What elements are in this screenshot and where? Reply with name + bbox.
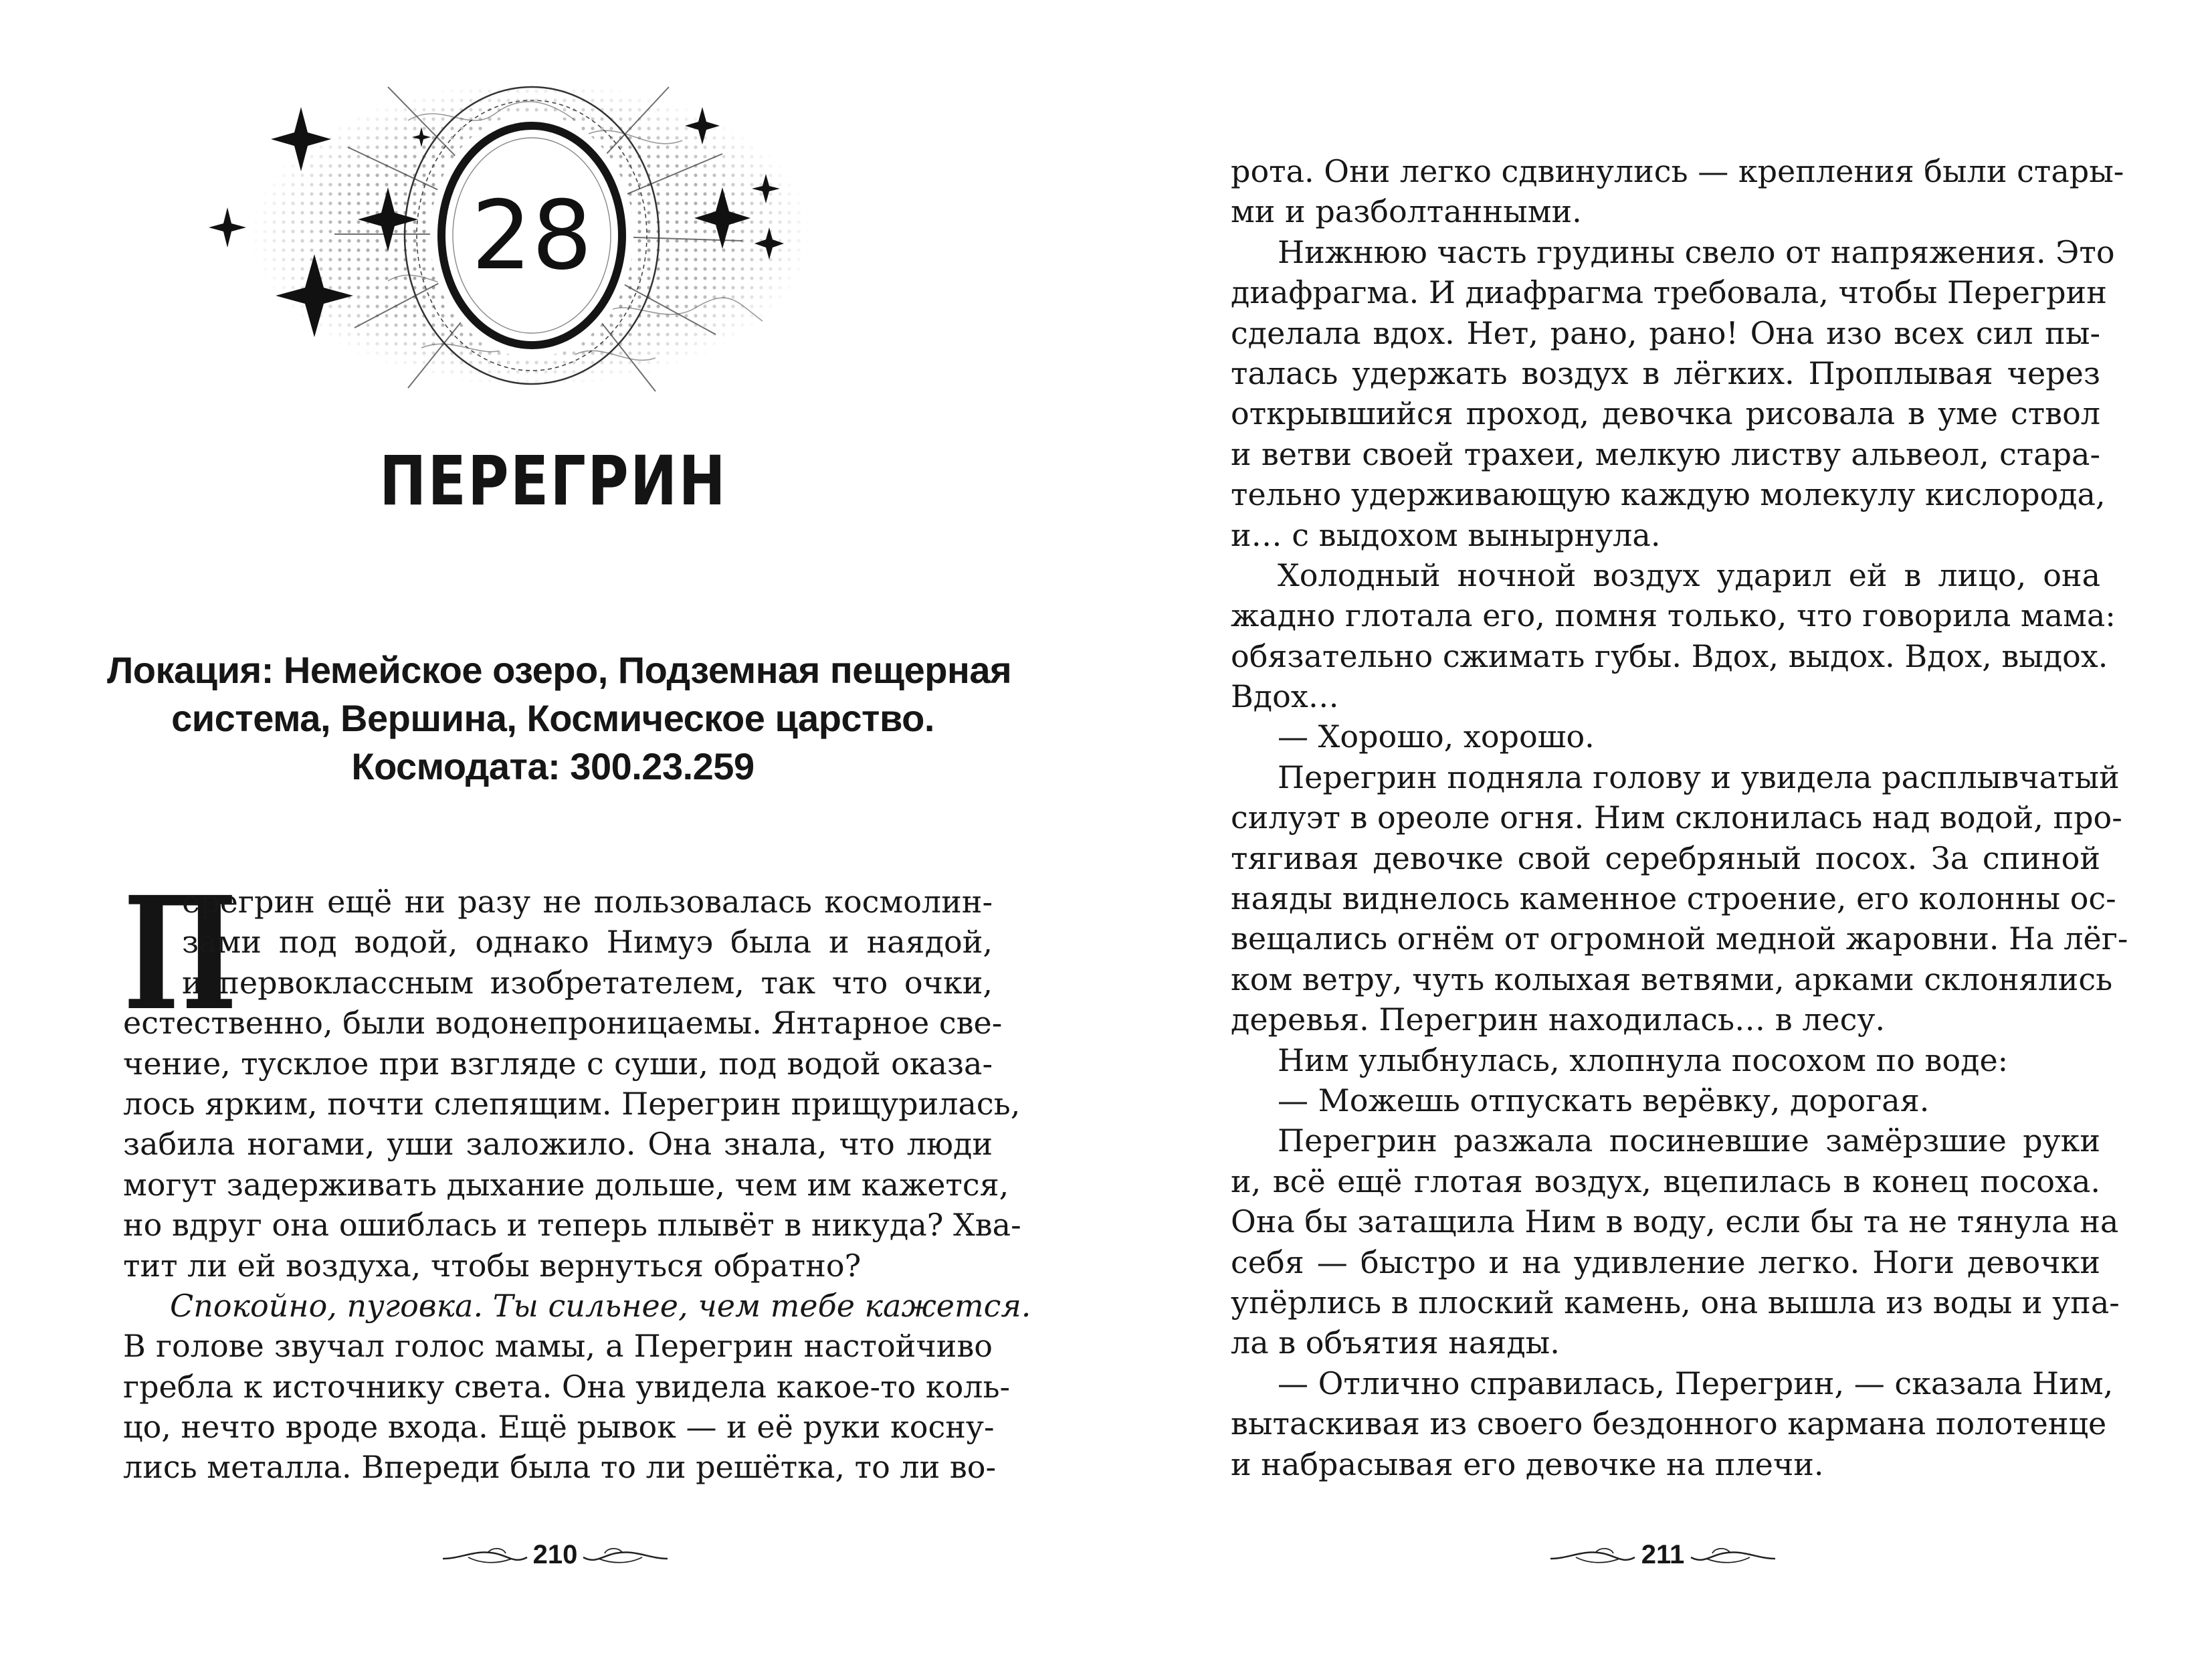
text-line: Нижнюю часть грудины свело от напряжения. Это	[1278, 233, 2115, 270]
text-line: гребла к источнику света. Она увидела какое-то коль-	[123, 1368, 1011, 1405]
text-line: Перегрин разжала посиневшие замёрзшие руки	[1278, 1123, 2100, 1159]
dialogue-line: — Отлично справилась, Перегрин, — сказала Ним,	[1278, 1365, 2114, 1401]
text-line: Ним улыбнулась, хлопнула посохом по воде:	[1278, 1042, 2009, 1078]
dialogue-line: — Можешь отпускать верёвку, дорогая.	[1278, 1082, 1930, 1118]
text-line: ком ветру, чуть колыхая ветвями, арками склонялись	[1231, 961, 2113, 997]
text-line: и… с выдохом вынырнула.	[1231, 516, 1661, 553]
text-line: Вдох…	[1231, 678, 1339, 715]
text-line: зами под водой, однако Нимуэ была и наядой,	[182, 924, 993, 961]
text-line: открывшийся проход, девочка рисовала в уме ствол	[1231, 395, 2100, 432]
text-line: диафрагма. И диафрагма требовала, чтобы Перегрин	[1231, 274, 2107, 311]
text-line: но вдруг она ошиблась и теперь плывёт в никуда? Хва-	[123, 1207, 1021, 1244]
text-line: забила ногами, уши заложило. Она знала, что люди	[123, 1126, 993, 1163]
text-line: силуэт в ореоле огня. Ним склонилась над водой, про-	[1231, 799, 2122, 836]
italic-thought: Спокойно, пуговка. Ты сильнее, чем тебе кажется.	[170, 1287, 1031, 1324]
text-line: лось ярким, почти слепящим. Перегрин прищурилась,	[123, 1085, 1021, 1122]
text-line: и набрасывая его девочке на плечи.	[1231, 1446, 1824, 1482]
text-line: вытаскивая из своего бездонного кармана полотенце	[1231, 1405, 2107, 1442]
location-header	[107, 646, 1012, 791]
page-number: 210	[532, 1540, 578, 1569]
text-line: Перегрин подняла голову и увидела расплывчатый	[1278, 759, 2120, 795]
text-line: наяды виднелось каменное строение, его колонны ос-	[1231, 880, 2116, 917]
location-line: Космодата: 300.23.259	[351, 745, 755, 787]
text-line: чение, тусклое при взгляде с суши, под водой оказа-	[123, 1045, 993, 1082]
text-line: вещались огнём от огромной медной жаровни. На лёг-	[1231, 920, 2128, 957]
text-line: тельно удерживающую каждую молекулу кислорода,	[1231, 476, 2106, 513]
text-line: ерегрин ещё ни разу не пользовалась космолин-	[182, 884, 993, 920]
text-line: деревья. Перегрин находилась… в лесу.	[1231, 1001, 1886, 1038]
text-line: упёрлись в плоский камень, она вышла из воды и упа-	[1231, 1284, 2120, 1321]
page-number-footer	[388, 1539, 722, 1579]
right-flourish-icon	[1690, 1544, 1777, 1571]
text-line: и первоклассным изобретателем, так что очки,	[182, 964, 993, 1001]
text-line: могут задерживать дыхание дольше, чем им кажется,	[123, 1166, 1009, 1203]
drop-cap: П	[123, 862, 237, 1045]
text-line: ми и разболтанными.	[1231, 193, 1582, 230]
right-page-body-text	[1231, 151, 2128, 1484]
text-line: Холодный ночной воздух ударил ей в лицо, она	[1278, 557, 2100, 593]
page-number-footer	[1496, 1539, 1830, 1579]
text-line: естественно, были водонепроницаемы. Янтарное све-	[123, 1005, 1003, 1042]
text-line: тит ли ей воздуха, чтобы вернуться обратно?	[123, 1247, 862, 1284]
italic-text-line	[123, 1286, 1031, 1326]
text-line: ла в объятия наяды.	[1231, 1325, 1560, 1361]
text-line: Она бы затащила Ним в воду, если бы та не тянула на	[1231, 1203, 2119, 1240]
right-flourish-icon	[582, 1544, 669, 1571]
text-line: талась удержать воздух в лёгких. Проплывая через	[1231, 355, 2100, 391]
text-line: и ветви своей трахеи, мелкую листву альвеол, стара-	[1231, 435, 2100, 472]
text-line: сделала вдох. Нет, рано, рано! Она изо всех сил пы-	[1231, 314, 2100, 351]
chapter-emblem	[187, 60, 876, 408]
text-line: рота. Они легко сдвинулись — крепления были стары-	[1231, 153, 2124, 189]
text-line: обязательно сжимать губы. Вдох, выдох. Вдох, выдох.	[1231, 638, 2108, 674]
text-line: жадно глотала его, помня только, что говорила мама:	[1231, 597, 2116, 634]
text-line: В голове звучал голос мамы, а Перегрин настойчиво	[123, 1328, 993, 1365]
location-line: Локация: Немейское озеро, Подземная пещерная	[107, 649, 1012, 691]
text-line: лись металла. Впереди была то ли решётка, то ли во-	[123, 1449, 997, 1486]
text-line: себя — быстро и на удивление легко. Ноги девочки	[1231, 1244, 2100, 1280]
chapter-title: ПЕРЕГРИН	[379, 442, 728, 521]
dialogue-line: — Хорошо, хорошо.	[1278, 718, 1595, 755]
text-line: тягивая девочке свой серебряный посох. За спиной	[1231, 840, 2100, 876]
text-line: цо, нечто вроде входа. Ещё рывок — и её руки косну-	[123, 1409, 995, 1446]
text-line: и, всё ещё глотая воздух, вцепилась в конец посоха.	[1231, 1163, 2100, 1199]
location-line: система, Вершина, Космическое царство.	[171, 697, 934, 739]
left-page-body-text	[123, 862, 1031, 1488]
page-number: 211	[1641, 1540, 1685, 1569]
chapter-number: 28	[471, 181, 593, 291]
